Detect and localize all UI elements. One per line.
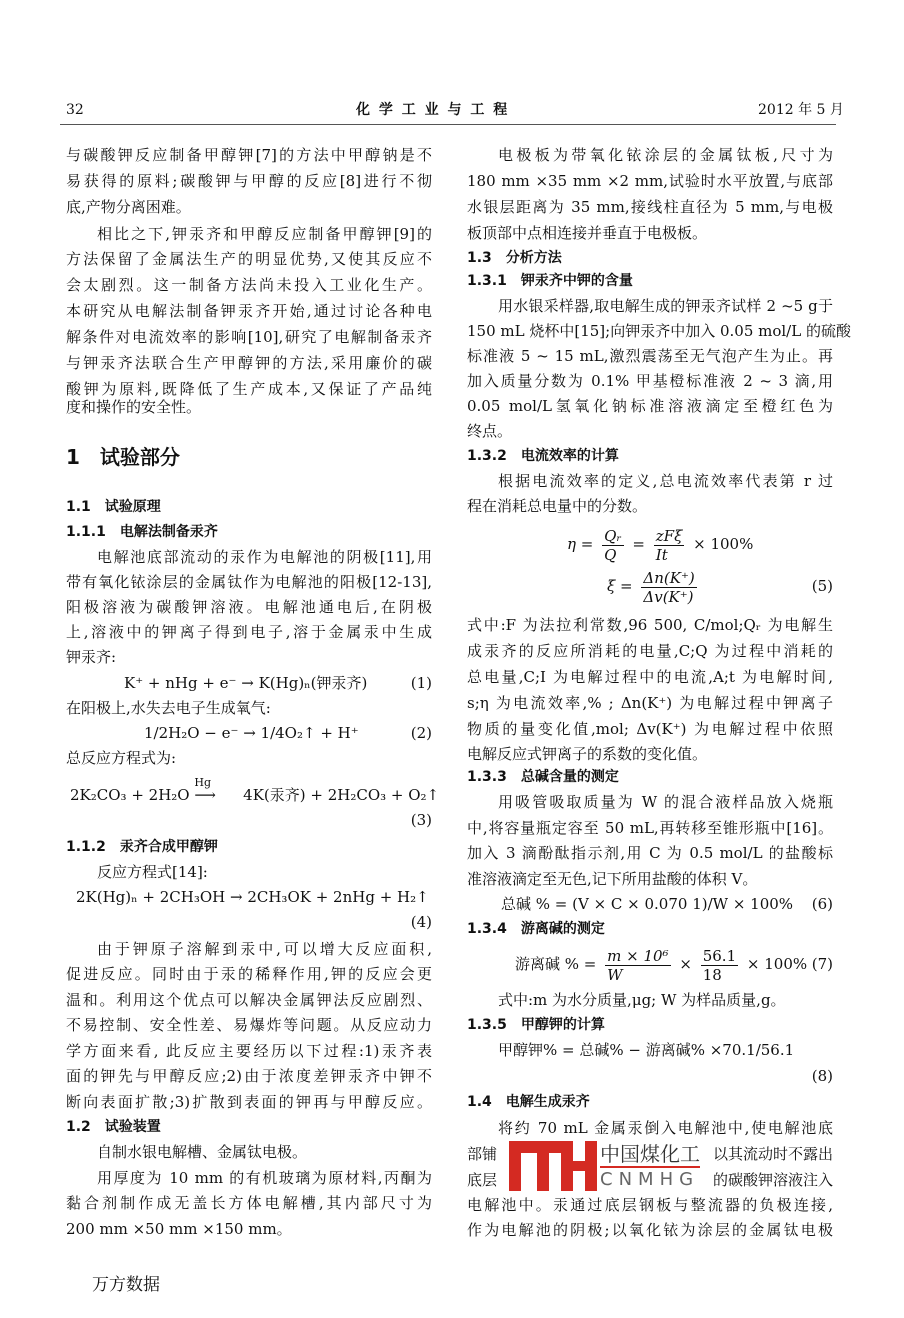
text-line: 与碳酸钾反应制备甲醇钾[7]的方法中甲醇钠是不 — [66, 146, 432, 164]
subsection-heading: 1.3.4 游离碱的测定 — [467, 921, 605, 937]
text-line: 学方面来看, 此反应主要经历以下过程:1)汞齐表 — [66, 1042, 432, 1060]
text-line: 电解反应式钾离子的系数的变化值。 — [467, 745, 708, 763]
page-number: 32 — [66, 102, 84, 118]
equation-number: (6) — [811, 895, 833, 913]
subsection-heading: 1.2 试验装置 — [66, 1119, 161, 1135]
equation-text: 总碱 % = (V × C × 0.070 1)/W × 100% — [501, 895, 794, 913]
equation-lhs: 2K₂CO₃ + 2H₂O — [70, 786, 190, 804]
logo-text-cn: 中国煤化工 — [600, 1142, 700, 1166]
logo-text-en: CNMHG — [600, 1169, 700, 1190]
text-line: 准溶液滴定至无色,记下所用盐酸的体积 V。 — [467, 870, 758, 888]
equation-lhs: 游离碱 % = — [515, 955, 597, 973]
text-line: 易获得的原料;碳酸钾与甲醇的反应[8]进行不彻 — [66, 172, 432, 190]
text-line: 上,溶液中的钾离子得到电子,溶于金属汞中生成 — [66, 623, 432, 641]
denominator: W — [607, 965, 623, 984]
equation-text: 1/2H₂O − e⁻ → 1/4O₂↑ + H⁺ — [144, 724, 359, 742]
equation-5b — [467, 566, 833, 606]
equation-number: (3) — [410, 811, 432, 829]
text-line: 用水银采样器,取电解生成的钾汞齐试样 2 ~5 g于 — [498, 297, 833, 315]
text-fragment: 部铺 — [467, 1145, 498, 1163]
text-line: 总电量,C;I 为电解过程中的电流,A;t 为电解时间, — [467, 668, 833, 686]
numerator: Qᵣ — [604, 526, 622, 545]
equation-lhs: ξ = — [607, 577, 633, 595]
text-line: 用厚度为 10 mm 的有机玻璃为原材料,丙酮为 — [97, 1169, 432, 1187]
denominator: 18 — [702, 965, 722, 984]
equation-text: 甲醇钾% = 总碱% − 游离碱% ×70.1/56.1 — [498, 1041, 795, 1059]
numerator: zFξ — [655, 526, 683, 545]
text-line: 解条件对电流效率的影响[10],研究了电解制备汞齐 — [66, 328, 432, 346]
text-line: 会太剧烈。这一制备方法尚未投入工业化生产。 — [66, 276, 432, 294]
text-line: 断向表面扩散;3)扩散到表面的钾再与甲醇反应。 — [66, 1093, 432, 1111]
text-line: 温和。利用这个优点可以解决金属钾法反应剧烈、 — [66, 991, 432, 1009]
equation-2 — [66, 722, 432, 744]
subsection-heading: 1.4 电解生成汞齐 — [467, 1094, 590, 1110]
text-line: 总反应方程式为: — [66, 749, 177, 767]
text-line: 阳极溶液为碳酸钾溶液。电解池通电后,在阴极 — [66, 598, 432, 616]
equation-tail: × 100% — [746, 955, 808, 973]
equation-4 — [66, 886, 432, 908]
equation-8-number-line — [467, 1065, 833, 1087]
text-line: 板顶部中点相连接并垂直于电极板。 — [467, 224, 708, 242]
text-line: 180 mm ×35 mm ×2 mm,试验时水平放置,与底部 — [467, 172, 833, 190]
subsection-heading: 1.3.5 甲醇钾的计算 — [467, 1017, 605, 1033]
arrow-condition: Hg — [194, 776, 212, 789]
denominator: It — [655, 545, 668, 564]
fraction — [605, 947, 670, 984]
equation-text: 2K(Hg)ₙ + 2CH₃OH → 2CH₃OK + 2nHg + H₂↑ — [76, 888, 429, 906]
section-heading: 1 试验部分 — [66, 445, 180, 469]
denominator: Δv(K⁺) — [643, 587, 694, 606]
text-line: 度和操作的安全性。 — [66, 398, 202, 416]
equation-7 — [467, 944, 833, 984]
text-line: 加入质量分数为 0.1% 甲基橙标准液 2 ~ 3 滴,用 — [467, 372, 833, 390]
issue-date: 2012 年 5 月 — [758, 102, 844, 118]
fraction — [641, 569, 696, 606]
equation-number: (2) — [410, 724, 432, 742]
text-fragment: 底层 — [467, 1171, 498, 1189]
text-line: s;η 为电流效率,% ; Δn(K⁺) 为电解过程中钾离子 — [467, 694, 833, 712]
subsection-heading: 1.1.1 电解法制备汞齐 — [66, 524, 218, 540]
fraction — [701, 947, 738, 984]
equals: = — [632, 535, 645, 553]
text-line: 钾汞齐: — [66, 648, 117, 666]
text-line: 150 mL 烧杯中[15];向钾汞齐中加入 0.05 mol/L 的硫酸 — [467, 322, 851, 340]
text-line: 自制水银电解槽、金属钛电极。 — [97, 1143, 308, 1161]
equation-number: (4) — [410, 913, 432, 931]
equation-1 — [66, 672, 432, 694]
reaction-arrow: Hg ⟶ — [194, 784, 238, 806]
equation-text: K⁺ + nHg + e⁻ → K(Hg)ₙ(钾汞齐) — [124, 674, 368, 692]
text-line: 0.05 mol/L氢氧化钠标准溶液滴定至橙红色为 — [467, 397, 833, 415]
text-line: 程在消耗总电量中的分数。 — [467, 497, 648, 515]
text-line: 标准液 5 ~ 15 mL,激烈震荡至无气泡产生为止。再 — [467, 347, 833, 365]
text-line: 黏合剂制作成无盖长方体电解槽,其内部尺寸为 — [66, 1194, 432, 1212]
text-line: 与钾汞齐法联合生产甲醇钾的方法,采用廉价的碳 — [66, 354, 432, 372]
text-fragment: 以其流动时不露出 — [712, 1145, 833, 1163]
text-line: 促进反应。同时由于汞的稀释作用,钾的反应会更 — [66, 965, 432, 983]
fraction — [654, 527, 685, 564]
numerator: Δn(K⁺) — [643, 568, 695, 587]
equation-number: (1) — [410, 674, 432, 692]
equation-4-number-line — [66, 911, 432, 933]
subsection-heading: 1.3.1 钾汞齐中钾的含量 — [467, 273, 633, 289]
header-rule — [60, 124, 836, 125]
text-line: 不易控制、安全性差、易爆炸等问题。从反应动力 — [66, 1016, 432, 1034]
text-line: 相比之下,钾汞齐和甲醇反应制备甲醇钾[9]的 — [97, 225, 432, 243]
subsection-heading: 1.3.2 电流效率的计算 — [467, 448, 619, 464]
equation-5a — [467, 524, 833, 564]
equation-8 — [467, 1039, 833, 1061]
text-line: 作为电解池的阴极;以氧化铱为涂层的金属钛电极 — [467, 1221, 833, 1239]
text-line: 200 mm ×50 mm ×150 mm。 — [66, 1220, 292, 1238]
text-line: 由于钾原子溶解到汞中,可以增大反应面积, — [97, 940, 432, 958]
text-line: 方法保留了金属法生产的明显优势,又使其反应不 — [66, 250, 432, 268]
text-line: 底,产物分离困难。 — [66, 198, 191, 216]
equation-number: (5) — [811, 577, 833, 595]
subsection-heading: 1.3 分析方法 — [467, 250, 562, 266]
logo-mark — [505, 1141, 600, 1191]
footer-source: 万方数据 — [92, 1275, 160, 1295]
text-line: 电解池中。汞通过底层钢板与整流器的负极连接, — [467, 1196, 833, 1214]
equation-rhs: 4K(汞齐) + 2H₂CO₃ + O₂↑ — [243, 786, 440, 804]
text-line: 反应方程式[14]: — [97, 863, 208, 881]
journal-title: 化 学 工 业 与 工 程 — [356, 102, 510, 118]
subsection-heading: 1.1.2 汞齐合成甲醇钾 — [66, 839, 218, 855]
text-fragment: 的碳酸钾溶液注入 — [712, 1171, 833, 1189]
text-line: 用吸管吸取质量为 W 的混合液样品放入烧瓶 — [498, 793, 833, 811]
equation-lhs: η = — [567, 535, 594, 553]
text-line: 本研究从电解法制备钾汞齐开始,通过讨论各种电 — [66, 302, 432, 320]
equation-3-number-line — [66, 809, 432, 831]
numerator: m × 10⁶ — [607, 946, 669, 965]
subsection-heading: 1.3.3 总碱含量的测定 — [467, 769, 619, 785]
text-line: 面的钾先与甲醇反应;2)由于浓度差钾汞齐中钾不 — [66, 1067, 432, 1085]
text-line: 终点。 — [467, 422, 513, 440]
equation-3 — [66, 776, 440, 806]
equation-number: (8) — [811, 1067, 833, 1085]
text-line: 中,将容量瓶定容至 50 mL,再转移至锥形瓶中[16]。 — [467, 819, 833, 837]
text-line: 成汞齐的反应所消耗的电量,C;Q 为过程中消耗的 — [467, 642, 833, 660]
logo-underline — [600, 1166, 700, 1168]
text-line: 加入 3 滴酚酞指示剂,用 C 为 0.5 mol/L 的盐酸标 — [467, 844, 833, 862]
subsection-heading: 1.1 试验原理 — [66, 499, 161, 515]
equation-6 — [467, 893, 833, 915]
text-line: 电解池底部流动的汞作为电解池的阴极[11],用 — [97, 548, 432, 566]
numerator: 56.1 — [702, 946, 737, 965]
text-line: 电极板为带氧化铱涂层的金属钛板,尺寸为 — [498, 146, 833, 164]
denominator: Q — [604, 545, 617, 564]
text-line: 将约 70 mL 金属汞倒入电解池中,使电解池底 — [498, 1119, 833, 1137]
text-line: 酸钾为原料,既降低了生产成本,又保证了产品纯 — [66, 380, 432, 398]
text-line: 根据电流效率的定义,总电流效率代表第 r 过 — [498, 472, 833, 490]
times: × — [679, 955, 692, 973]
equation-number: (7) — [811, 955, 833, 973]
text-line: 带有氧化铱涂层的金属钛作为电解池的阳极[12-13], — [66, 573, 432, 591]
text-line: 在阳极上,水失去电子生成氧气: — [66, 699, 271, 717]
fraction — [602, 527, 624, 564]
equation-tail: × 100% — [693, 535, 754, 553]
text-line: 式中:m 为水分质量,μg; W 为样品质量,g。 — [498, 991, 786, 1009]
text-line: 式中:F 为法拉利常数,96 500, C/mol;Qᵣ 为电解生 — [467, 616, 833, 634]
text-line: 物质的量变化值,mol; Δv(K⁺) 为电解过程中依照 — [467, 720, 833, 738]
text-line: 水银层距离为 35 mm,接线柱直径为 5 mm,与电极 — [467, 198, 833, 216]
